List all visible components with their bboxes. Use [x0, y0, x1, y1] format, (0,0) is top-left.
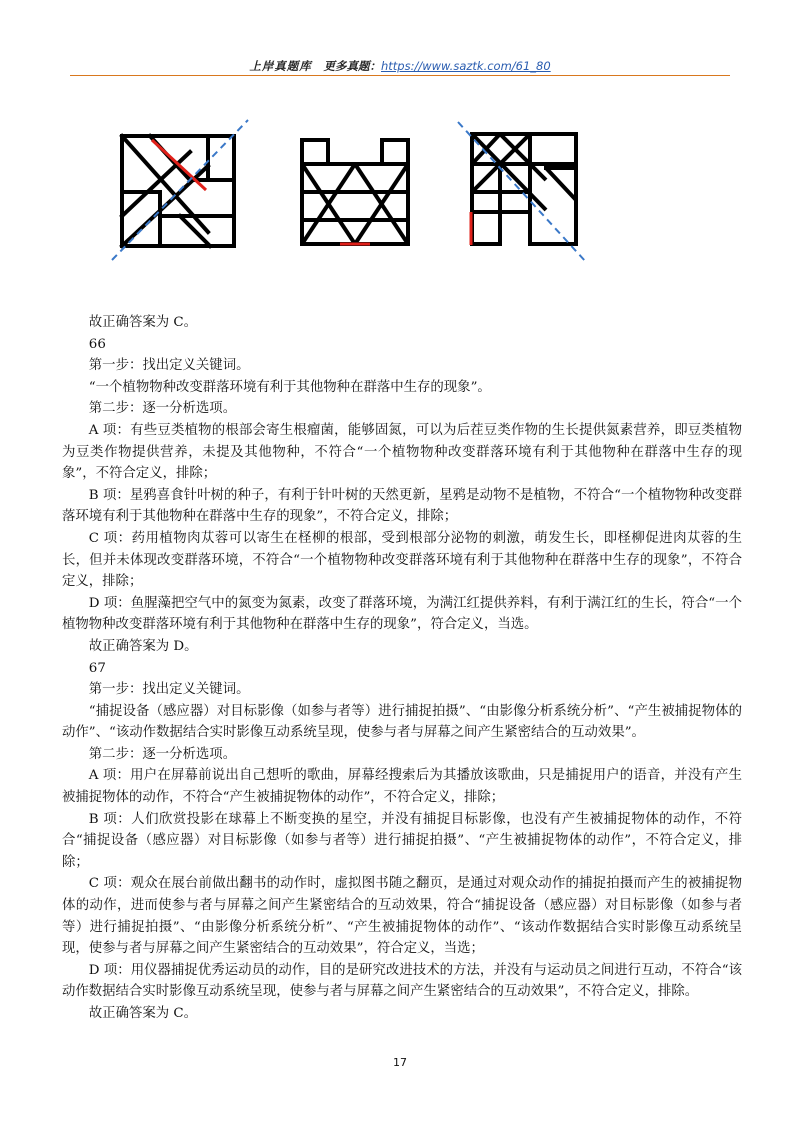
paragraph: D 项：鱼腥藻把空气中的氮变为氮素，改变了群落环境，为满江红提供养料，有利于满江红的生长，符合“一个植物物种改变群落环境有利于其他物种在群落中生存的现象”，符合定义，当选。: [62, 595, 742, 633]
page-number: 17: [393, 1056, 407, 1069]
paragraph: C 项：药用植物肉苁蓉可以寄生在柽柳的根部，受到根部分泌物的刺激，萌发生长，即柽柳促进肉苁蓉的生长，但并未体现改变群落环境，不符合“一个植物物种改变群落环境有利于其他物种在群落中生存的现象”，不符合定义，排除；: [62, 530, 742, 590]
paragraph: 故正确答案为 D。: [88, 638, 198, 654]
paragraph: A 项：有些豆类植物的根部会寄生根瘤菌，能够固氮，可以为后茬豆类作物的生长提供氮素营养，即豆类植物为豆类作物提供营养，未提及其他物种，不符合“一个植物物种改变群落环境有利于其他物种在群落中生存的现象”，不符合定义，排除；: [62, 422, 742, 482]
paragraph: A 项：用户在屏幕前说出自己想听的歌曲，屏幕经搜索后为其播放该歌曲，只是捕捉用户的语音，并没有产生被捕捉物体的动作，不符合“产生被捕捉物体的动作”，不符合定义，排除；: [62, 768, 742, 806]
paragraph: D 项：用仪器捕捉优秀运动员的动作，目的是研究改进技术的方法，并没有与运动员之间进行互动，不符合“该动作数据结合实时影像互动系统呈现，使参与者与屏幕之间产生紧密结合的互动效果”，不符合定义，排除。: [62, 962, 742, 1000]
page-header: [0, 58, 800, 74]
paragraph: 故正确答案为 C。: [88, 1006, 198, 1021]
paragraph: B 项：人们欣赏投影在球幕上不断变换的星空，并没有捕捉目标影像，也没有产生被捕捉物体的动作，不符合“捕捉设备（感应器）对目标影像（如参与者等）进行捕捉拍摄”、“产生被捕捉物体的动作”，不符合定义，排除；: [62, 811, 742, 870]
header-url-link[interactable]: https://www.saztk.com/61_80: [380, 59, 551, 73]
paragraph: 第二步：逐一分析选项。: [88, 746, 237, 762]
paragraph: 故正确答案为 C。: [88, 315, 198, 330]
figure-3: [472, 134, 576, 244]
header-divider: [70, 75, 730, 76]
paragraph: 第二步：逐一分析选项。: [88, 401, 237, 417]
symmetry-figures: [100, 112, 700, 272]
paragraph: “捕捉设备（感应器）对目标影像（如参与者等）进行捕捉拍摄”、“由影像分析系统分析”、“产生被捕捉物体的动作”、“该动作数据结合实时影像互动系统呈现，使参与者与屏幕之间产生紧密结合的互动效果”。: [62, 703, 742, 741]
paragraph: B 项：星鸦喜食针叶树的种子，有利于针叶树的天然更新，星鸦是动物不是植物，不符合“一个植物物种改变群落环境有利于其他物种在群落中生存的现象”，不符合定义，排除；: [62, 487, 742, 525]
paragraph: C 项：观众在展台前做出翻书的动作时，虚拟图书随之翻页，是通过对观众动作的捕捉拍摄而产生的被捕捉物体的动作，进而使参与者与屏幕之间产生紧密结合的互动效果，符合“捕捉设备（感应器）对目标影像（如参与者等）进行捕捉拍摄”、“由影像分析系统分析”、“产生被捕捉物体的动作”、“该动作数据结合实时影像互动系统呈现，使参与者与屏幕之间产生紧密结合的互动效果”，符合定义，当选；: [62, 876, 742, 957]
question-number: 67: [88, 660, 106, 676]
question-number: 66: [88, 336, 106, 352]
header-brand: 上岸真题库: [249, 59, 312, 73]
paragraph: “一个植物物种改变群落环境有利于其他物种在群落中生存的现象”。: [88, 379, 491, 395]
header-more-label: 更多真题：: [323, 59, 381, 73]
solution-text: [62, 312, 742, 1025]
paragraph: 第一步：找出定义关键词。: [88, 682, 250, 698]
figure-2: [302, 140, 408, 244]
paragraph: 第一步：找出定义关键词。: [88, 358, 250, 374]
